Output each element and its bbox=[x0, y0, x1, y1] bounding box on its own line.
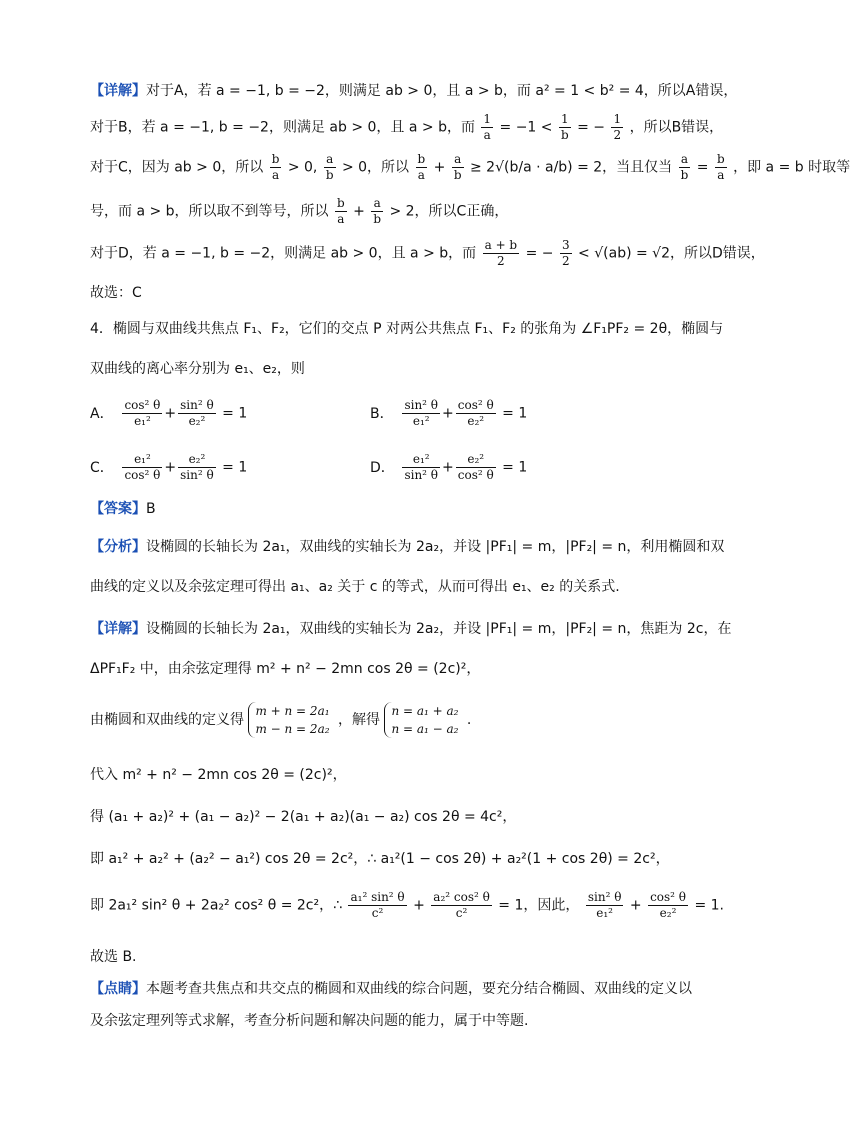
denominator: b bbox=[453, 168, 462, 182]
comment-tag: 【点睛】 bbox=[90, 981, 146, 997]
comment-line-2: 及余弦定理列等式求解，考查分析问题和解决问题的能力，属于中等题. bbox=[90, 1013, 529, 1029]
denominator: e₁² bbox=[596, 906, 613, 920]
denominator: a bbox=[483, 128, 491, 142]
expr-text: = 1 bbox=[222, 459, 248, 476]
denominator: e₂² bbox=[659, 906, 677, 920]
analysis-tag: 【分析】 bbox=[90, 539, 146, 555]
detail-line-7 bbox=[90, 890, 724, 921]
analysis-text: 设椭圆的长轴长为 2a₁，双曲线的实轴长为 2a₂，并设 |PF₁| = m，|PF₂| = n，利用椭圆和双 bbox=[146, 539, 725, 555]
expr-text: > 2，所以C正确， bbox=[389, 203, 509, 220]
expr-text: ≥ 2 bbox=[469, 159, 496, 176]
numerator: 1 bbox=[483, 112, 492, 126]
fraction bbox=[431, 890, 492, 921]
denominator: b bbox=[325, 168, 334, 182]
expr-text: = bbox=[696, 159, 709, 176]
numerator: a + b bbox=[484, 238, 518, 252]
numerator: e₂² bbox=[456, 452, 496, 468]
denominator: a bbox=[417, 168, 425, 182]
detail-b-pre: 对于B，若 a = −1, b = −2，则满足 ab > 0，且 a > b，而 bbox=[90, 119, 475, 136]
option-d[interactable]: D． $\frac{\text{e₁²}}{\text{sin² θ}}$ + $\frac{\text{e₂²}}{\text{cos² θ}}$ = 1 bbox=[370, 452, 528, 482]
fraction bbox=[416, 152, 428, 183]
expr-text: 由椭圆和双曲线的定义得 bbox=[90, 712, 244, 728]
expr-text: 即 2a₁² sin² θ + 2a₂² cos² θ = 2c²，∴ bbox=[90, 897, 343, 914]
numerator: sin² θ bbox=[587, 890, 622, 904]
detail-d-line bbox=[90, 238, 765, 269]
detail-line-2: ΔPF₁F₂ 中，由余弦定理得 m² + n² − 2mn cos 2θ = (2c)²， bbox=[90, 661, 481, 677]
fraction bbox=[270, 152, 282, 183]
answer-tag: 【答案】 bbox=[90, 501, 146, 517]
numerator: b bbox=[271, 152, 280, 166]
numerator: a₁² sin² θ bbox=[350, 890, 405, 904]
expr-text: + bbox=[413, 897, 425, 914]
numerator: a bbox=[371, 196, 383, 212]
expr-text: = − bbox=[525, 245, 554, 262]
expr-text: < √(ab) = √2，所以D错误， bbox=[578, 245, 765, 262]
numerator: b bbox=[417, 152, 426, 166]
option-b[interactable]: B． $\frac{\text{sin² θ}}{\text{e₁²}}$ + $\frac{\text{cos² θ}}{\text{e₂²}}$ = 1 bbox=[370, 398, 528, 428]
expr-text: > 0，所以 bbox=[341, 159, 410, 176]
expr-text: + bbox=[433, 159, 446, 176]
comment-text: 本题考查共焦点和共交点的椭圆和双曲线的综合问题，要充分结合椭圆、双曲线的定义以 bbox=[146, 981, 692, 997]
denominator: e₂² bbox=[188, 414, 206, 428]
expr-text: 号，而 a > b，所以取不到等号，所以 bbox=[90, 203, 329, 220]
fraction bbox=[348, 890, 406, 921]
expr-text: = 1 bbox=[502, 459, 528, 476]
numerator: 1 bbox=[613, 112, 622, 126]
denominator: c² bbox=[371, 906, 384, 920]
fraction bbox=[715, 152, 727, 183]
numerator: cos² θ bbox=[124, 398, 161, 412]
detail-c2-line bbox=[90, 196, 508, 227]
denominator: 2 bbox=[497, 254, 505, 268]
detail-line-3 bbox=[90, 702, 471, 738]
numerator: b bbox=[716, 152, 725, 166]
fraction bbox=[559, 112, 571, 143]
question-stem-1: 4．椭圆与双曲线共焦点 F₁、F₂，它们的交点 P 对两公共焦点 F₁、F₂ 的张角为 ∠F₁PF₂ = 2θ，椭圆与 bbox=[90, 321, 724, 337]
denominator: b bbox=[560, 128, 569, 142]
fraction bbox=[122, 398, 162, 429]
denominator: e₁² bbox=[412, 414, 430, 428]
fraction bbox=[456, 398, 496, 429]
equation-system bbox=[248, 702, 333, 738]
detail-line-5: 得 (a₁ + a₂)² + (a₁ − a₂)² − 2(a₁ + a₂)(a₁ − a₂) cos 2θ = 4c²， bbox=[90, 809, 517, 825]
fraction bbox=[402, 452, 440, 483]
detail-tag: 【详解】 bbox=[90, 621, 146, 637]
expr-text: = 1 bbox=[222, 405, 248, 422]
detail-tag: 【详解】 bbox=[90, 83, 146, 99]
fraction bbox=[648, 890, 688, 921]
final-answer: 故选 B. bbox=[90, 949, 137, 965]
expr-text: ，解得 bbox=[337, 712, 380, 728]
comment-line-1 bbox=[90, 978, 692, 998]
expr-text: + bbox=[629, 897, 642, 914]
detail-a-line bbox=[90, 80, 737, 100]
analysis-line-1 bbox=[90, 536, 724, 556]
expr-text: ，即 a = b 时取等 bbox=[733, 159, 850, 176]
numerator: a bbox=[452, 152, 464, 168]
fraction bbox=[679, 152, 691, 183]
denominator: sin² θ bbox=[404, 468, 439, 482]
expr-text: = 1，因此， bbox=[498, 897, 580, 914]
numerator: a bbox=[679, 152, 691, 168]
answer-line bbox=[90, 498, 156, 518]
numerator: 1 bbox=[559, 112, 571, 128]
fraction bbox=[402, 398, 440, 429]
expr-text: = −1 < bbox=[499, 119, 553, 136]
answer-value: B bbox=[146, 501, 156, 517]
denominator: b bbox=[373, 212, 382, 226]
numerator: sin² θ bbox=[180, 398, 214, 412]
numerator: e₂² bbox=[178, 452, 216, 468]
fraction bbox=[178, 398, 216, 429]
detail-c-line bbox=[90, 152, 850, 183]
denominator: b bbox=[680, 168, 689, 182]
expr-text: = 2，当且仅当 bbox=[577, 159, 673, 176]
option-label: A． bbox=[90, 405, 114, 422]
expr-text: = − bbox=[577, 119, 606, 136]
expr-text: = 1. bbox=[694, 897, 725, 914]
option-a[interactable]: A． $\frac{\text{cos² θ}}{\text{e₁²}}$ + $\frac{\text{sin² θ}}{\text{e₂²}}$ = 1 bbox=[90, 398, 248, 428]
denominator: e₂² bbox=[467, 414, 485, 428]
fraction bbox=[178, 452, 216, 483]
sqrt-expr: √(b/a · a/b) bbox=[495, 159, 573, 176]
fraction bbox=[456, 452, 496, 483]
numerator: a₂² cos² θ bbox=[433, 890, 490, 904]
denominator: cos² θ bbox=[124, 468, 161, 482]
detail-a-text: 对于A，若 a = −1, b = −2，则满足 ab > 0，且 a > b，而 a² = 1 < b² = 4，所以A错误， bbox=[146, 83, 738, 99]
detail-line-6: 即 a₁² + a₂² + (a₂² − a₁²) cos 2θ = 2c²，∴ a₁²(1 − cos 2θ) + a₂²(1 + cos 2θ) = 2c²， bbox=[90, 851, 670, 867]
option-label: C． bbox=[90, 459, 114, 476]
numerator: 3 bbox=[561, 238, 570, 252]
system-row: m − n = 2a₂ bbox=[255, 722, 330, 736]
system-row: n = a₁ + a₂ bbox=[391, 704, 459, 718]
numerator: a bbox=[324, 152, 336, 168]
question-stem-2: 双曲线的离心率分别为 e₁、e₂，则 bbox=[90, 361, 305, 377]
analysis-line-2: 曲线的定义以及余弦定理可得出 a₁、a₂ 关于 c 的等式，从而可得出 e₁、e₂ 的关系式. bbox=[90, 579, 620, 595]
option-label: B． bbox=[370, 405, 394, 422]
expr-text: = 1 bbox=[502, 405, 528, 422]
fraction bbox=[481, 112, 493, 143]
fraction bbox=[483, 238, 520, 269]
expr-text: ，所以B错误， bbox=[629, 119, 724, 136]
denominator: a bbox=[337, 212, 345, 226]
numerator: sin² θ bbox=[404, 398, 439, 412]
fraction bbox=[586, 890, 624, 921]
numerator: e₁² bbox=[402, 452, 440, 468]
expr-text: + bbox=[353, 203, 365, 220]
expr-text: . bbox=[466, 712, 472, 728]
denominator: sin² θ bbox=[180, 468, 214, 482]
denominator: a bbox=[717, 168, 725, 182]
numerator: e₁² bbox=[122, 452, 162, 468]
fraction bbox=[324, 152, 336, 183]
detail-line-1 bbox=[90, 618, 731, 638]
system-row: n = a₁ − a₂ bbox=[391, 722, 459, 736]
denominator: 2 bbox=[561, 254, 570, 268]
expr-text: 对于C，因为 ab > 0，所以 bbox=[90, 159, 264, 176]
denominator: a bbox=[271, 168, 280, 182]
detail-line-4: 代入 m² + n² − 2mn cos 2θ = (2c)²， bbox=[90, 767, 347, 783]
fraction bbox=[371, 196, 383, 227]
fraction bbox=[122, 452, 162, 483]
expr-text: 对于D，若 a = −1, b = −2，则满足 ab > 0，且 a > b，而 bbox=[90, 245, 477, 262]
numerator: cos² θ bbox=[457, 398, 494, 412]
numerator: b bbox=[337, 196, 345, 210]
denominator: c² bbox=[455, 906, 468, 920]
detail-text: 设椭圆的长轴长为 2a₁，双曲线的实轴长为 2a₂，并设 |PF₁| = m，|PF₂| = n，焦距为 2c，在 bbox=[146, 621, 732, 637]
fraction bbox=[560, 238, 572, 269]
equation-system bbox=[384, 702, 462, 738]
option-c[interactable]: C． $\frac{\text{e₁²}}{\text{cos² θ}}$ + $\frac{\text{e₂²}}{\text{sin² θ}}$ = 1 bbox=[90, 452, 248, 482]
fraction bbox=[611, 112, 623, 143]
denominator: 2 bbox=[613, 128, 622, 142]
option-label: D． bbox=[370, 459, 395, 476]
fraction bbox=[335, 196, 347, 227]
denominator: cos² θ bbox=[457, 468, 494, 482]
detail-b-line bbox=[90, 112, 723, 143]
numerator: cos² θ bbox=[650, 890, 687, 904]
system-row: m + n = 2a₁ bbox=[255, 704, 330, 718]
expr-text: > 0, bbox=[287, 159, 318, 176]
fraction bbox=[452, 152, 464, 183]
denominator: e₁² bbox=[134, 414, 151, 428]
answer-line: 故选：C bbox=[90, 285, 142, 301]
